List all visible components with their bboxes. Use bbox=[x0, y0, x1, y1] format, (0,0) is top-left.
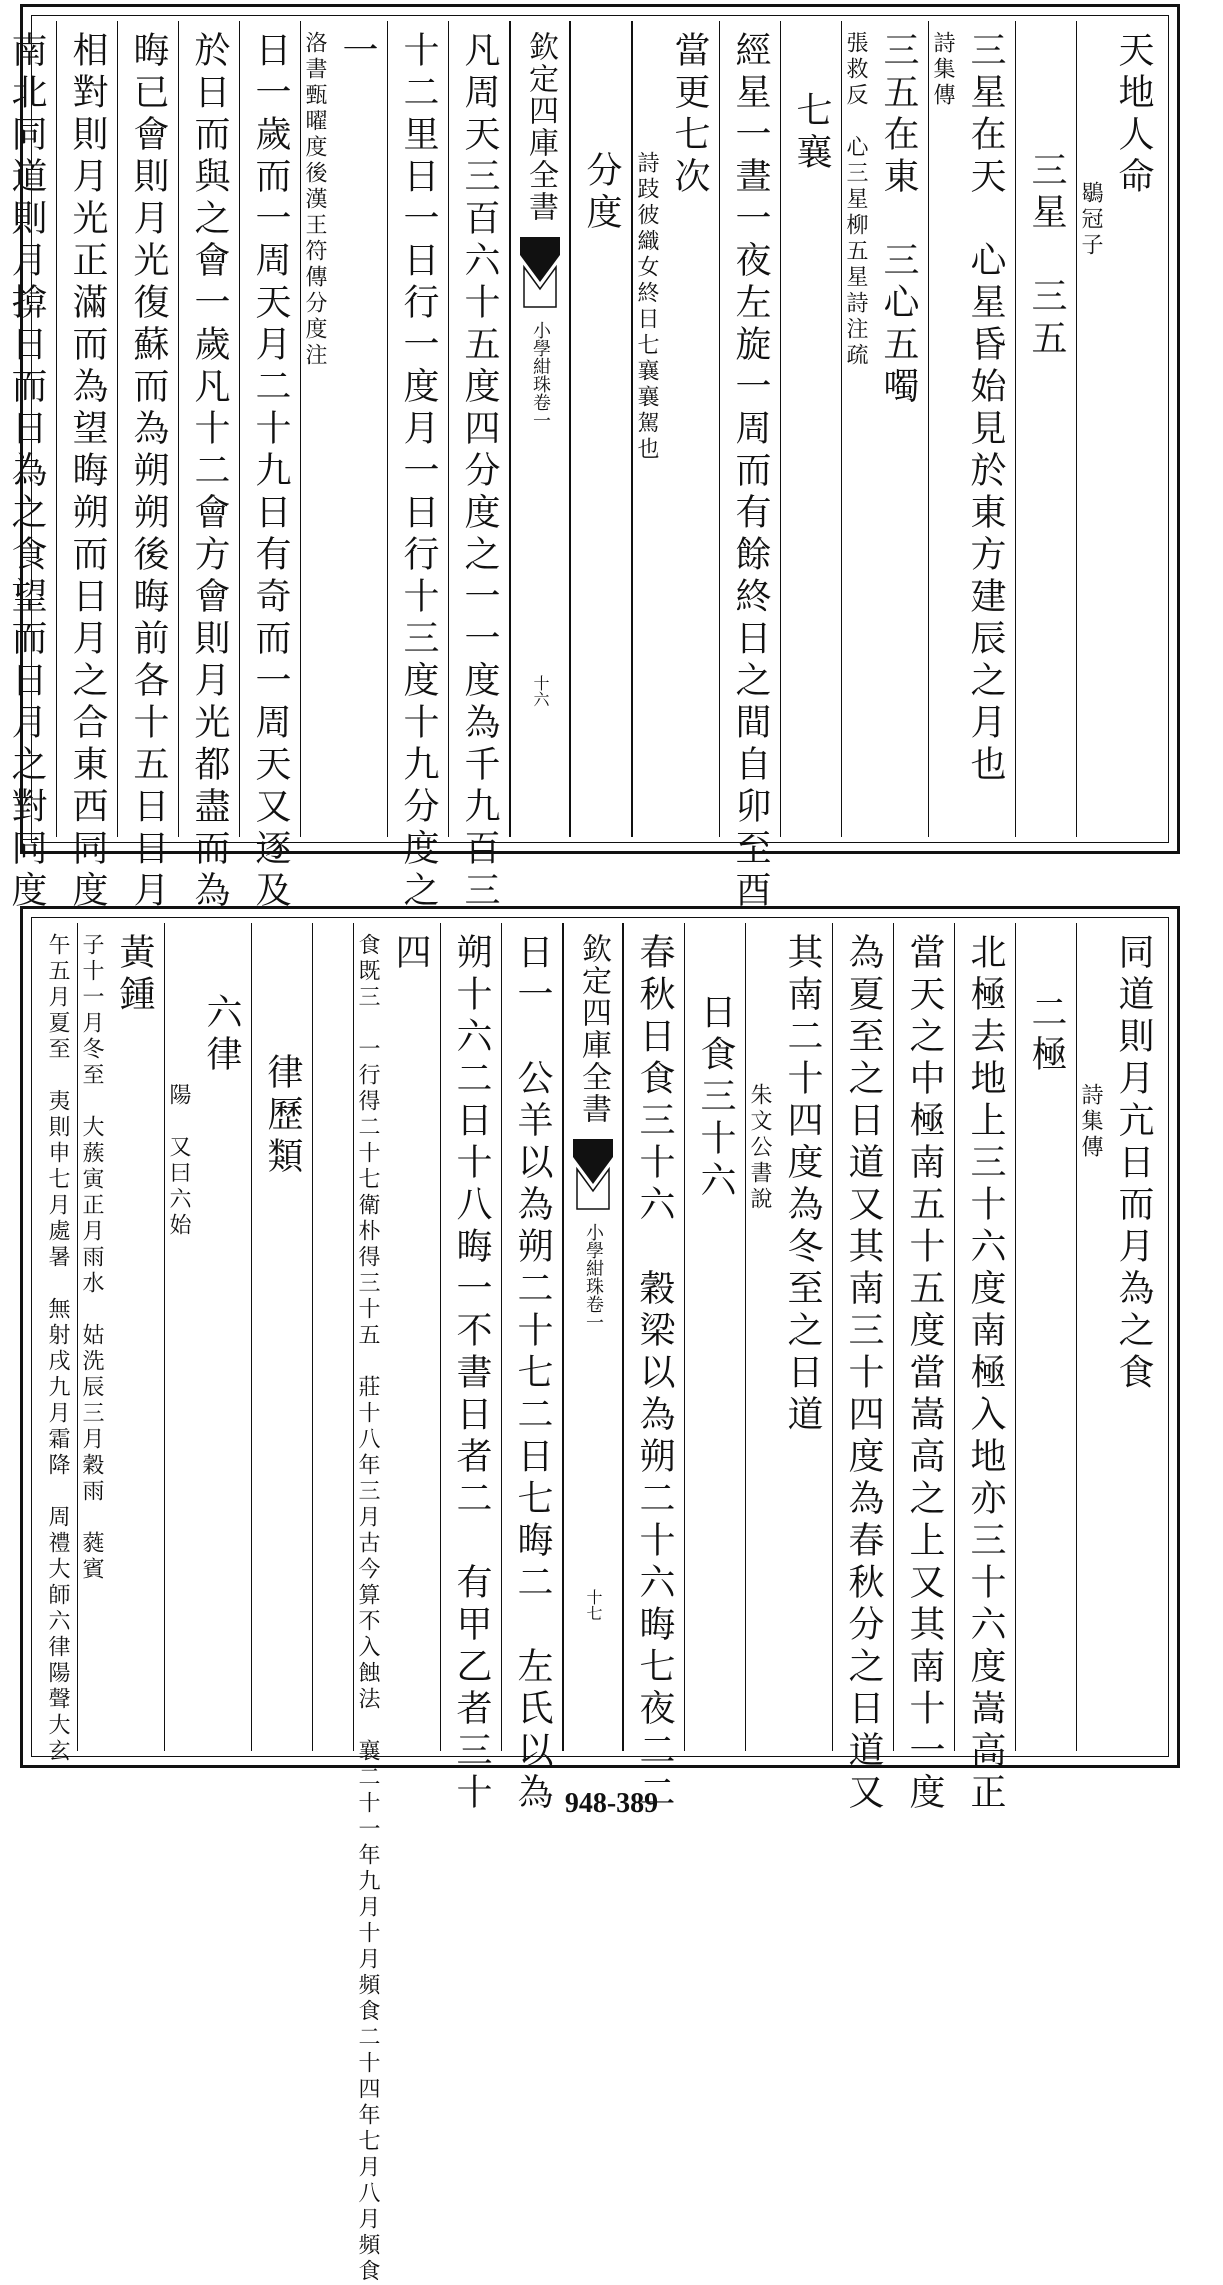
heading-text: 七襄 bbox=[791, 91, 832, 175]
text-column bbox=[832, 923, 893, 1815]
upper-leaf bbox=[6, 4, 1180, 913]
text-column bbox=[0, 21, 56, 913]
text-column bbox=[745, 923, 832, 1751]
annotation-text: 詩集傳 bbox=[930, 31, 955, 109]
main-text: 春秋日食三十六 穀梁以為朔二十六晦七夜二二 bbox=[634, 933, 675, 1815]
text-column bbox=[570, 21, 631, 837]
text-column bbox=[440, 923, 501, 1815]
center-fold-column bbox=[562, 923, 623, 1751]
main-text: 日一 公羊以為朔二十七二日七晦二 左氏以為 bbox=[512, 933, 553, 1815]
text-column bbox=[387, 21, 448, 913]
text-column bbox=[719, 21, 780, 913]
main-text: 於日而與之會一歲凡十二會方會則月光都盡而為 bbox=[189, 31, 230, 913]
text-column bbox=[312, 923, 353, 1751]
main-text: 同道則月亢日而月為之食 bbox=[1113, 933, 1154, 1395]
main-text: 三星在天 心星昏始見於東方建辰之月也 bbox=[965, 31, 1006, 787]
collection-title: 欽定四庫全書 bbox=[576, 933, 611, 1125]
main-text: 當天之中極南五十五度當嵩高之上又其南十一度 bbox=[904, 933, 945, 1815]
annotation-text: 詩集傳 bbox=[1078, 1083, 1103, 1161]
main-text: 三五在東 三心五噣 bbox=[878, 31, 919, 409]
text-column bbox=[631, 21, 632, 837]
annotation-text: 午五月夏至 夷則申七月處暑 無射戌九月霜降 周禮大師六律陽聲大玄 bbox=[45, 933, 70, 1765]
main-text: 其南二十四度為冬至之日道 bbox=[782, 933, 823, 1437]
center-fold-column bbox=[509, 21, 570, 837]
text-column bbox=[300, 21, 387, 837]
volume-label: 卷一 bbox=[530, 393, 551, 429]
heading-text: 六律 bbox=[201, 993, 242, 1077]
collection-title: 欽定四庫全書 bbox=[523, 31, 558, 223]
annotation-text: 子十一月冬至 大蔟寅正月雨水 姑洗辰三月穀雨 蕤賓 bbox=[79, 933, 104, 1583]
main-text: 黃鍾 bbox=[114, 933, 155, 1017]
text-column bbox=[178, 21, 239, 913]
text-column bbox=[684, 923, 745, 1751]
folio-number: 十六 bbox=[531, 675, 550, 707]
main-text: 當更七次 bbox=[669, 31, 710, 199]
text-column bbox=[623, 923, 684, 1815]
text-column bbox=[353, 923, 440, 2285]
text-column bbox=[164, 923, 251, 1751]
text-column bbox=[77, 923, 164, 1751]
annotation-text: 洛書甄曜度後漢王符傳分度注 bbox=[302, 31, 327, 369]
main-text: 晦已會則月光復蘇而為朔朔後晦前各十五日日月 bbox=[128, 31, 169, 913]
annotation-text: 張救反 心三星柳五星詩注疏 bbox=[843, 31, 868, 369]
main-text: 天地人命 bbox=[1113, 31, 1154, 199]
text-column bbox=[928, 21, 1015, 837]
text-column bbox=[632, 21, 719, 837]
folio-number: 十七 bbox=[584, 1589, 603, 1621]
heading-text: 分度 bbox=[581, 151, 622, 235]
text-column bbox=[1015, 21, 1076, 837]
text-column bbox=[501, 923, 562, 1815]
main-text: 四 bbox=[390, 933, 431, 975]
text-column bbox=[954, 923, 1015, 1815]
annotation-text: 鶡冠子 bbox=[1078, 181, 1103, 259]
text-column bbox=[1076, 21, 1163, 837]
main-text: 南北同道則月揜日而日為之食望而日月之對同度 bbox=[6, 31, 47, 913]
text-column bbox=[841, 21, 928, 837]
book-title: 小學紺珠 bbox=[530, 321, 551, 393]
text-column bbox=[239, 21, 300, 913]
book-title: 小學紺珠 bbox=[583, 1223, 604, 1295]
text-column bbox=[1076, 923, 1163, 1751]
annotation-text: 陽 又曰六始 bbox=[166, 1083, 191, 1239]
text-column bbox=[117, 21, 178, 913]
heading-text: 二極 bbox=[1026, 993, 1067, 1077]
annotation-text: 朱文公書說 bbox=[747, 1083, 772, 1213]
text-column bbox=[37, 923, 77, 1765]
text-column bbox=[448, 21, 509, 913]
main-text: 十二里日一日行一度月一日行十三度十九分度之 bbox=[398, 31, 439, 913]
text-column bbox=[56, 21, 117, 913]
main-text: 日一歲而一周天月二十九日有奇而一周天又逐及 bbox=[250, 31, 291, 913]
fish-tail-mark-icon bbox=[573, 1139, 613, 1209]
page-number-footer: 948-389 bbox=[564, 1788, 659, 1819]
text-column bbox=[893, 923, 954, 1815]
heading-text: 律歷類 bbox=[262, 1053, 303, 1179]
text-column bbox=[1015, 923, 1076, 1751]
main-text: 凡周天三百六十五度四分度之一一度為千九百三 bbox=[459, 31, 500, 913]
heading-text: 日食三十六 bbox=[695, 993, 736, 1203]
main-text: 為夏至之日道又其南三十四度為春秋分之日道又 bbox=[843, 933, 884, 1815]
heading-text: 三星 三五 bbox=[1026, 151, 1067, 361]
text-column bbox=[780, 21, 841, 837]
main-text: 經星一晝一夜左旋一周而有餘終日之間自卯至酉 bbox=[730, 31, 771, 913]
annotation-text: 食既三 一行得二十七衛朴得三十五 莊十八年三月古今算不入蝕法 襄二十一年九月十月頻食二十四年七月八月頻食 bbox=[355, 933, 380, 2285]
main-text: 一 bbox=[337, 31, 378, 73]
main-text: 北極去地上三十六度南極入地亦三十六度嵩高正 bbox=[965, 933, 1006, 1815]
main-text: 相對則月光正滿而為望晦朔而日月之合東西同度 bbox=[67, 31, 108, 913]
text-column bbox=[251, 923, 312, 1751]
upper-leaf-columns bbox=[6, 21, 1163, 913]
volume-label: 卷一 bbox=[583, 1295, 604, 1331]
main-text: 朔十六二日十八晦一不書日者二 有甲乙者三十 bbox=[451, 933, 492, 1815]
annotation-text: 詩跂彼織女終日七襄襄駕也 bbox=[634, 151, 659, 463]
fish-tail-mark-icon bbox=[520, 237, 560, 307]
